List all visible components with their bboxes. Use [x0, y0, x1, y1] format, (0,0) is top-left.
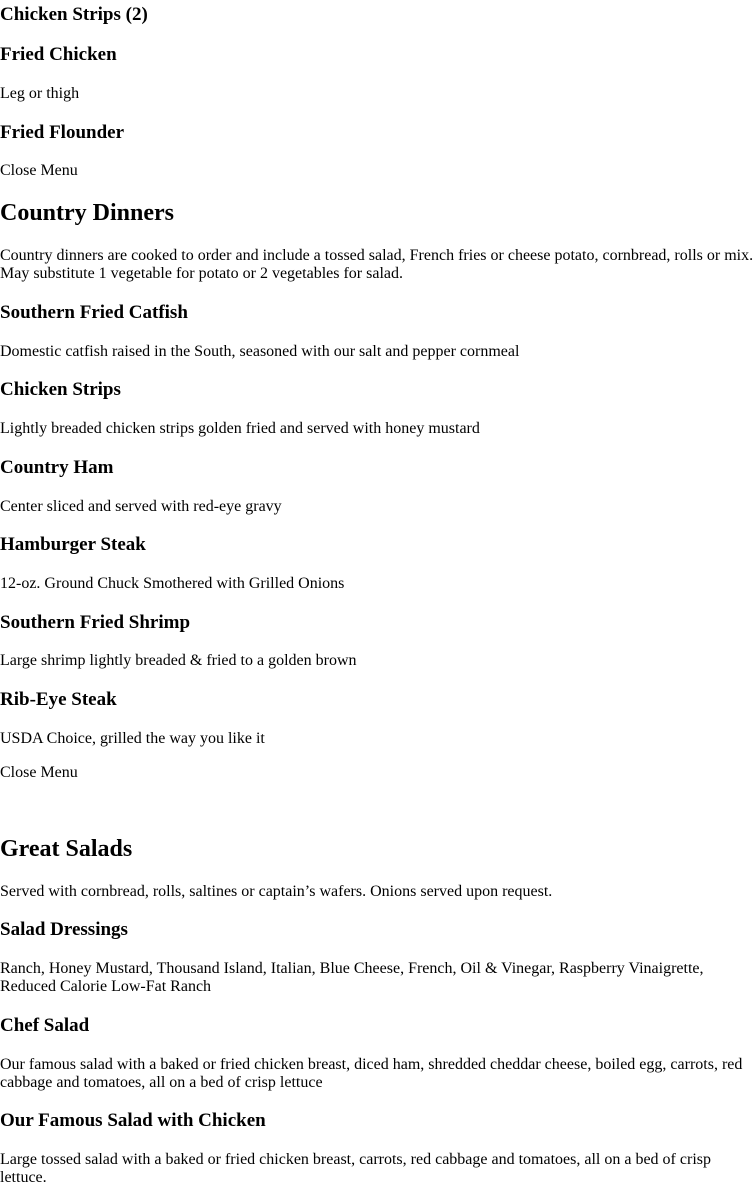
menu-item-description: Large tossed salad with a baked or fried chicken breast, carrots, red cabbage and tomatoes, all on a bed of crisp lettuce.	[0, 1151, 711, 1186]
menu-item-description: Lightly breaded chicken strips golden fried and served with honey mustard	[0, 420, 480, 437]
menu-item-name: Our Famous Salad with Chicken	[0, 1110, 266, 1131]
section-title-great-salads: Great Salads	[0, 836, 133, 862]
close-menu-link[interactable]: Close Menu	[0, 764, 78, 781]
menu-item-name: Southern Fried Catfish	[0, 302, 188, 323]
menu-item-name: Fried Chicken	[0, 44, 117, 65]
menu-item-name: Chef Salad	[0, 1015, 90, 1036]
section-intro: Served with cornbread, rolls, saltines or captain’s wafers. Onions served upon request.	[0, 883, 553, 900]
menu-item-name: Hamburger Steak	[0, 534, 146, 555]
menu-item-description: Domestic catfish raised in the South, seasoned with our salt and pepper cornmeal	[0, 343, 520, 360]
menu-item-description: Leg or thigh	[0, 85, 80, 102]
menu-item-name: Country Ham	[0, 457, 114, 478]
close-menu-link[interactable]: Close Menu	[0, 162, 78, 179]
menu-item-name: Chicken Strips	[0, 379, 121, 400]
menu-item-description: USDA Choice, grilled the way you like it	[0, 730, 265, 747]
menu-item-name: Salad Dressings	[0, 919, 128, 940]
section-intro: Country dinners are cooked to order and include a tossed salad, French fries or cheese potato, cornbread, rolls or mix. May substitute 1 vegetable for potato or 2 vegetables for salad.	[0, 247, 754, 282]
menu-item-description: Large shrimp lightly breaded & fried to a golden brown	[0, 652, 357, 669]
section-title-country-dinners: Country Dinners	[0, 200, 175, 226]
menu-item-description: Center sliced and served with red-eye gravy	[0, 498, 282, 515]
menu-item-name: Southern Fried Shrimp	[0, 612, 191, 633]
menu-item-name: Chicken Strips (2)	[0, 4, 148, 25]
menu-item-name: Rib-Eye Steak	[0, 689, 117, 710]
menu-item-description: Ranch, Honey Mustard, Thousand Island, Italian, Blue Cheese, French, Oil & Vinegar, Raspberry Vinaigrette, Reduced Calorie Low-Fat Ranch	[0, 960, 704, 995]
menu-item-name: Fried Flounder	[0, 122, 125, 143]
menu-item-description: Our famous salad with a baked or fried chicken breast, diced ham, shredded cheddar cheese, boiled egg, carrots, red cabbage and tomatoes, all on a bed of crisp lettuce	[0, 1056, 743, 1091]
menu-item-description: 12-oz. Ground Chuck Smothered with Grilled Onions	[0, 575, 345, 592]
